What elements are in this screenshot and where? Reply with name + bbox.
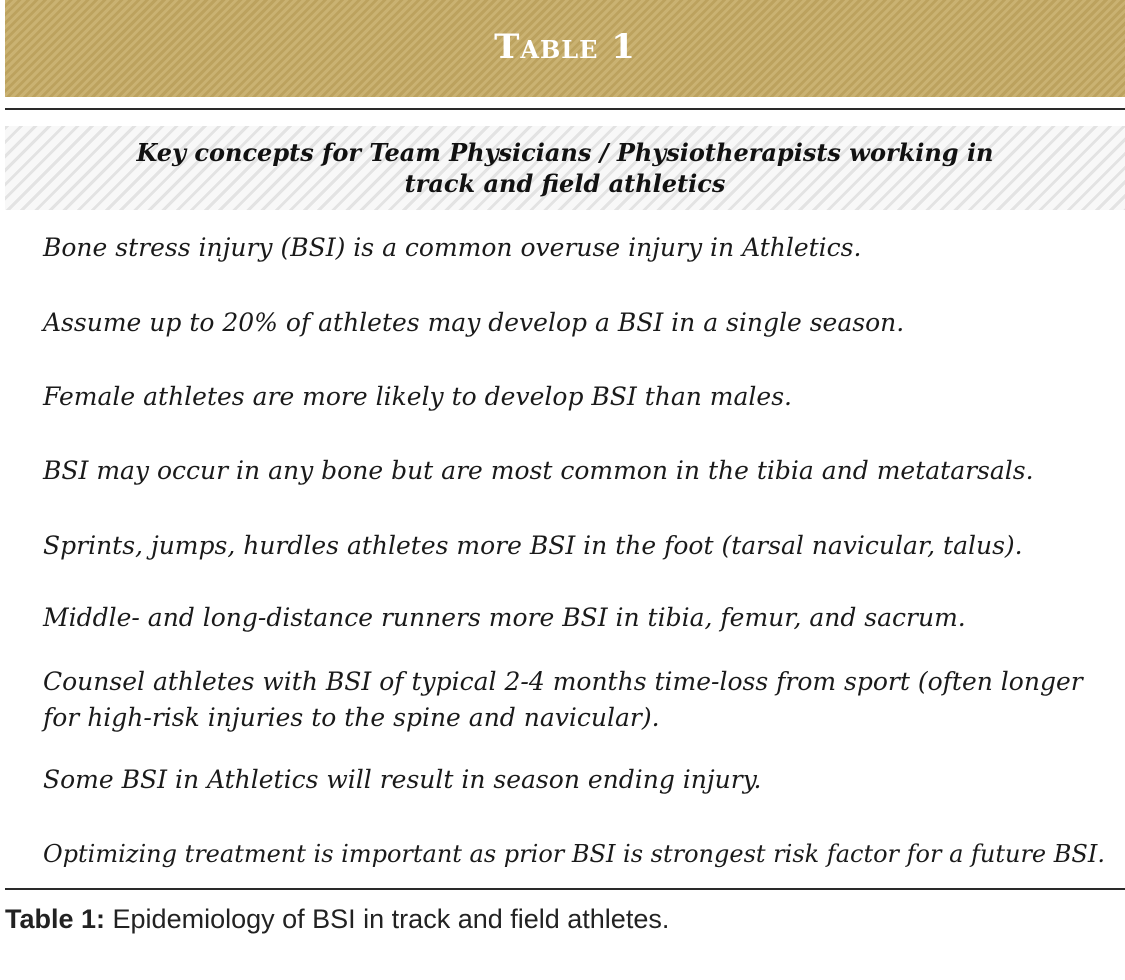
top-divider — [5, 108, 1125, 110]
concept-item: Counsel athletes with BSI of typical 2-4 months time-loss from sport (often longer for high-risk injuries to the spine and navicular). — [43, 667, 1083, 732]
concept-item: Some BSI in Athletics will result in season ending injury. — [43, 765, 762, 794]
concept-item: Optimizing treatment is important as prior BSI is strongest risk factor for a future BSI. — [43, 840, 1105, 868]
table-subtitle-bar — [5, 126, 1125, 210]
caption-text: Epidemiology of BSI in track and field athletes. — [105, 904, 670, 934]
concept-item: Middle- and long-distance runners more BSI in tibia, femur, and sacrum. — [43, 603, 966, 632]
concept-item: BSI may occur in any bone but are most common in the tibia and metatarsals. — [43, 456, 1034, 485]
table-caption — [5, 904, 669, 935]
table-subtitle — [115, 137, 1015, 199]
caption-label: Table 1: — [5, 904, 106, 934]
concept-item: Female athletes are more likely to develop BSI than males. — [43, 382, 792, 411]
concept-item: Bone stress injury (BSI) is a common overuse injury in Athletics. — [43, 233, 862, 262]
subtitle-line-2: track and field athletics — [404, 169, 726, 198]
subtitle-line-1: Key concepts for Team Physicians / Physiotherapists working in — [136, 138, 994, 167]
table-title-bar — [5, 0, 1125, 97]
table-title: Table 1 — [494, 26, 636, 67]
concept-item: Assume up to 20% of athletes may develop a BSI in a single season. — [43, 308, 905, 337]
bottom-divider — [5, 888, 1125, 890]
concept-item: Sprints, jumps, hurdles athletes more BSI in the foot (tarsal navicular, talus). — [43, 531, 1023, 560]
